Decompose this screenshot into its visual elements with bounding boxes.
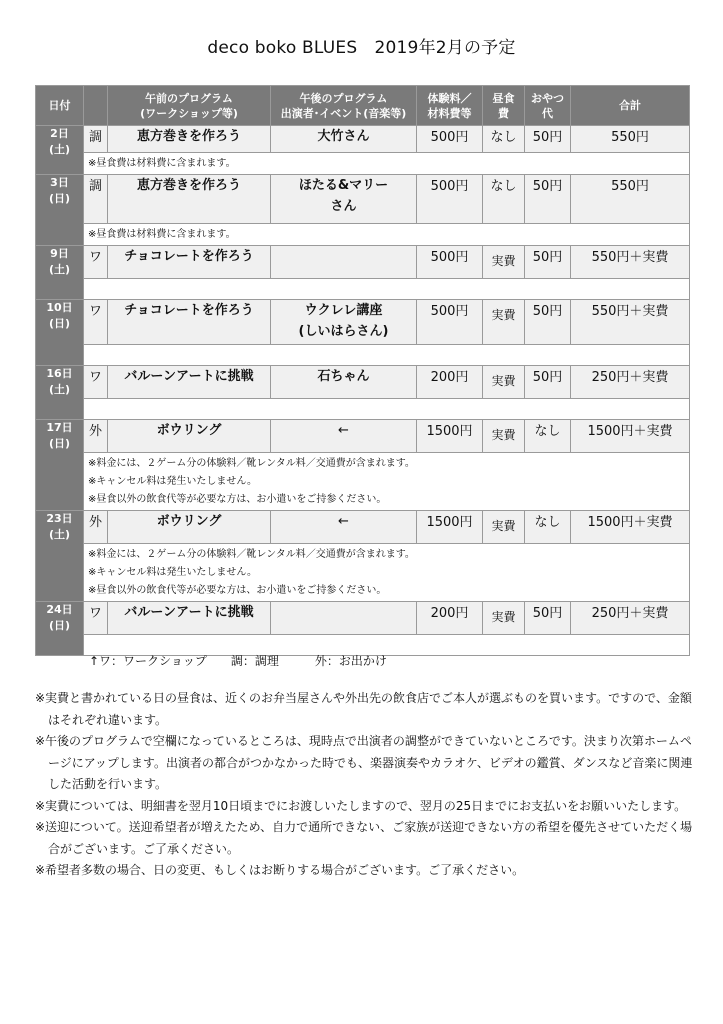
legend: ↑ワ：ワークショップ 調：調理 外：お出かけ [89,654,387,668]
lunch-cell: 実費 [483,511,525,544]
note-text: ※キャンセル料は発生いたしません。 [88,567,257,578]
am-program: バルーンアートに挑戦 [108,366,271,399]
table-row [36,300,690,345]
fee-cell: 500円 [417,300,483,345]
total-cell: 550円 [571,175,690,224]
total-cell: 250円＋実費 [571,602,690,635]
snack-cell: 50円 [525,366,571,399]
header-type [84,86,108,126]
date-cell: 23日 (土) [36,511,84,602]
note-text: ※昼食費は材料費に含まれます。 [88,229,236,240]
pm-program [271,246,417,279]
date-cell: 9日 (土) [36,246,84,300]
table-row [36,420,690,453]
note-text: ※昼食以外の飲食代等が必要な方は、お小遣いをご持参ください。 [88,494,387,505]
table-row [36,246,690,279]
note-row [36,453,690,511]
note-cell [84,224,690,246]
fee-cell: 1500円 [417,511,483,544]
note-row [36,153,690,175]
table-row [36,511,690,544]
total-cell: 550円＋実費 [571,300,690,345]
type-cell: 調 [84,175,108,224]
type-cell: ワ [84,300,108,345]
note-text: ※昼食以外の飲食代等が必要な方は、お小遣いをご持参ください。 [88,585,387,596]
snack-cell: なし [525,511,571,544]
note-text: ※料金には、２ゲーム分の体験料／靴レンタル料／交通費が含まれます。 [88,549,415,560]
snack-cell: なし [525,420,571,453]
footnote: ※実費については、明細書を翌月10日頃までにお渡しいたしますので、翌月の25日までにお支払いをお願いいたします。 [35,798,687,813]
fee-cell: 500円 [417,246,483,279]
fee-cell: 500円 [417,126,483,153]
pm-program: 大竹さん [271,126,417,153]
footnote: ※希望者多数の場合、日の変更、もしくはお断りする場合がございます。ご了承ください。 [35,863,525,877]
pm-program: ← [271,511,417,544]
type-cell: ワ [84,246,108,279]
am-program: バルーンアートに挑戦 [108,602,271,635]
header-fee: 体験料／ 材料費等 [417,86,483,126]
table-row [36,175,690,224]
note-row [36,345,690,366]
total-cell: 1500円＋実費 [571,420,690,453]
date-cell: 3日 (日) [36,175,84,246]
am-program: 恵方巻きを作ろう [108,175,271,224]
table-row [36,366,690,399]
lunch-cell: 実費 [483,420,525,453]
am-program: ボウリング [108,420,271,453]
header-lunch: 昼食 費 [483,86,525,126]
header-am: 午前のプログラム (ワークショップ等) [108,86,271,126]
note-text: ※料金には、２ゲーム分の体験料／靴レンタル料／交通費が含まれます。 [88,458,415,469]
type-cell: 外 [84,420,108,453]
lunch-cell: 実費 [483,602,525,635]
snack-cell: 50円 [525,300,571,345]
header-snack: おやつ 代 [525,86,571,126]
snack-cell: 50円 [525,602,571,635]
note-cell [84,345,690,366]
lunch-cell: なし [483,126,525,153]
date-cell: 2日 (土) [36,126,84,175]
am-program: チョコレートを作ろう [108,246,271,279]
note-cell [84,453,690,511]
fee-cell: 1500円 [417,420,483,453]
table-row [36,126,690,153]
header-row [36,86,690,126]
note-text: ※昼食費は材料費に含まれます。 [88,158,236,169]
page-title: deco boko BLUES 2019年2月の予定 [207,38,516,58]
note-cell [84,399,690,420]
total-cell: 550円＋実費 [571,246,690,279]
date-cell: 17日 (日) [36,420,84,511]
date-cell: 24日 (日) [36,602,84,656]
snack-cell: 50円 [525,126,571,153]
lunch-cell: なし [483,175,525,224]
date-cell: 10日 (日) [36,300,84,366]
header-date: 日付 [36,86,84,126]
note-row [36,544,690,602]
fee-cell: 200円 [417,366,483,399]
fee-cell: 200円 [417,602,483,635]
total-cell: 250円＋実費 [571,366,690,399]
table-row [36,602,690,635]
note-row [36,224,690,246]
lunch-cell: 実費 [483,300,525,345]
note-row [36,399,690,420]
note-cell [84,153,690,175]
snack-cell: 50円 [525,175,571,224]
header-pm: 午後のプログラム 出演者･イベント(音楽等) [271,86,417,126]
type-cell: 外 [84,511,108,544]
header-total: 合計 [571,86,690,126]
total-cell: 550円 [571,126,690,153]
note-cell [84,279,690,300]
schedule-table [35,85,690,656]
type-cell: 調 [84,126,108,153]
footnote: ※送迎について。送迎希望者が増えたため、自力で通所できない、ご家族が送迎できない方の希望を優先させていただく場合がございます。ご了承ください。 [35,820,693,856]
snack-cell: 50円 [525,246,571,279]
type-cell: ワ [84,602,108,635]
am-program: チョコレートを作ろう [108,300,271,345]
total-cell: 1500円＋実費 [571,511,690,544]
am-program: ボウリング [108,511,271,544]
pm-program: 石ちゃん [271,366,417,399]
fee-cell: 500円 [417,175,483,224]
type-cell: ワ [84,366,108,399]
note-row [36,279,690,300]
footnote: ※実費と書かれている日の昼食は、近くのお弁当屋さんや外出先の飲食店でご本人が選ぶものを買います。ですので、金額はそれぞれ違います。 [35,691,692,727]
pm-program: ほたる&マリー さん [271,175,417,224]
lunch-cell: 実費 [483,366,525,399]
date-cell: 16日 (土) [36,366,84,420]
note-cell [84,544,690,602]
pm-program: ウクレレ講座 (しいはらさん) [271,300,417,345]
am-program: 恵方巻きを作ろう [108,126,271,153]
footnotes [35,688,695,882]
pm-program [271,602,417,635]
lunch-cell: 実費 [483,246,525,279]
footnote: ※午後のプログラムで空欄になっているところは、現時点で出演者の調整ができていないところです。決まり次第ホームページにアップします。出演者の都合がつかなかった時でも、楽器演奏やカラオケ、ビデオの鑑賞、ダンスなど音楽に関連した活動を行います。 [35,734,693,791]
pm-program: ← [271,420,417,453]
note-text: ※キャンセル料は発生いたしません。 [88,476,257,487]
